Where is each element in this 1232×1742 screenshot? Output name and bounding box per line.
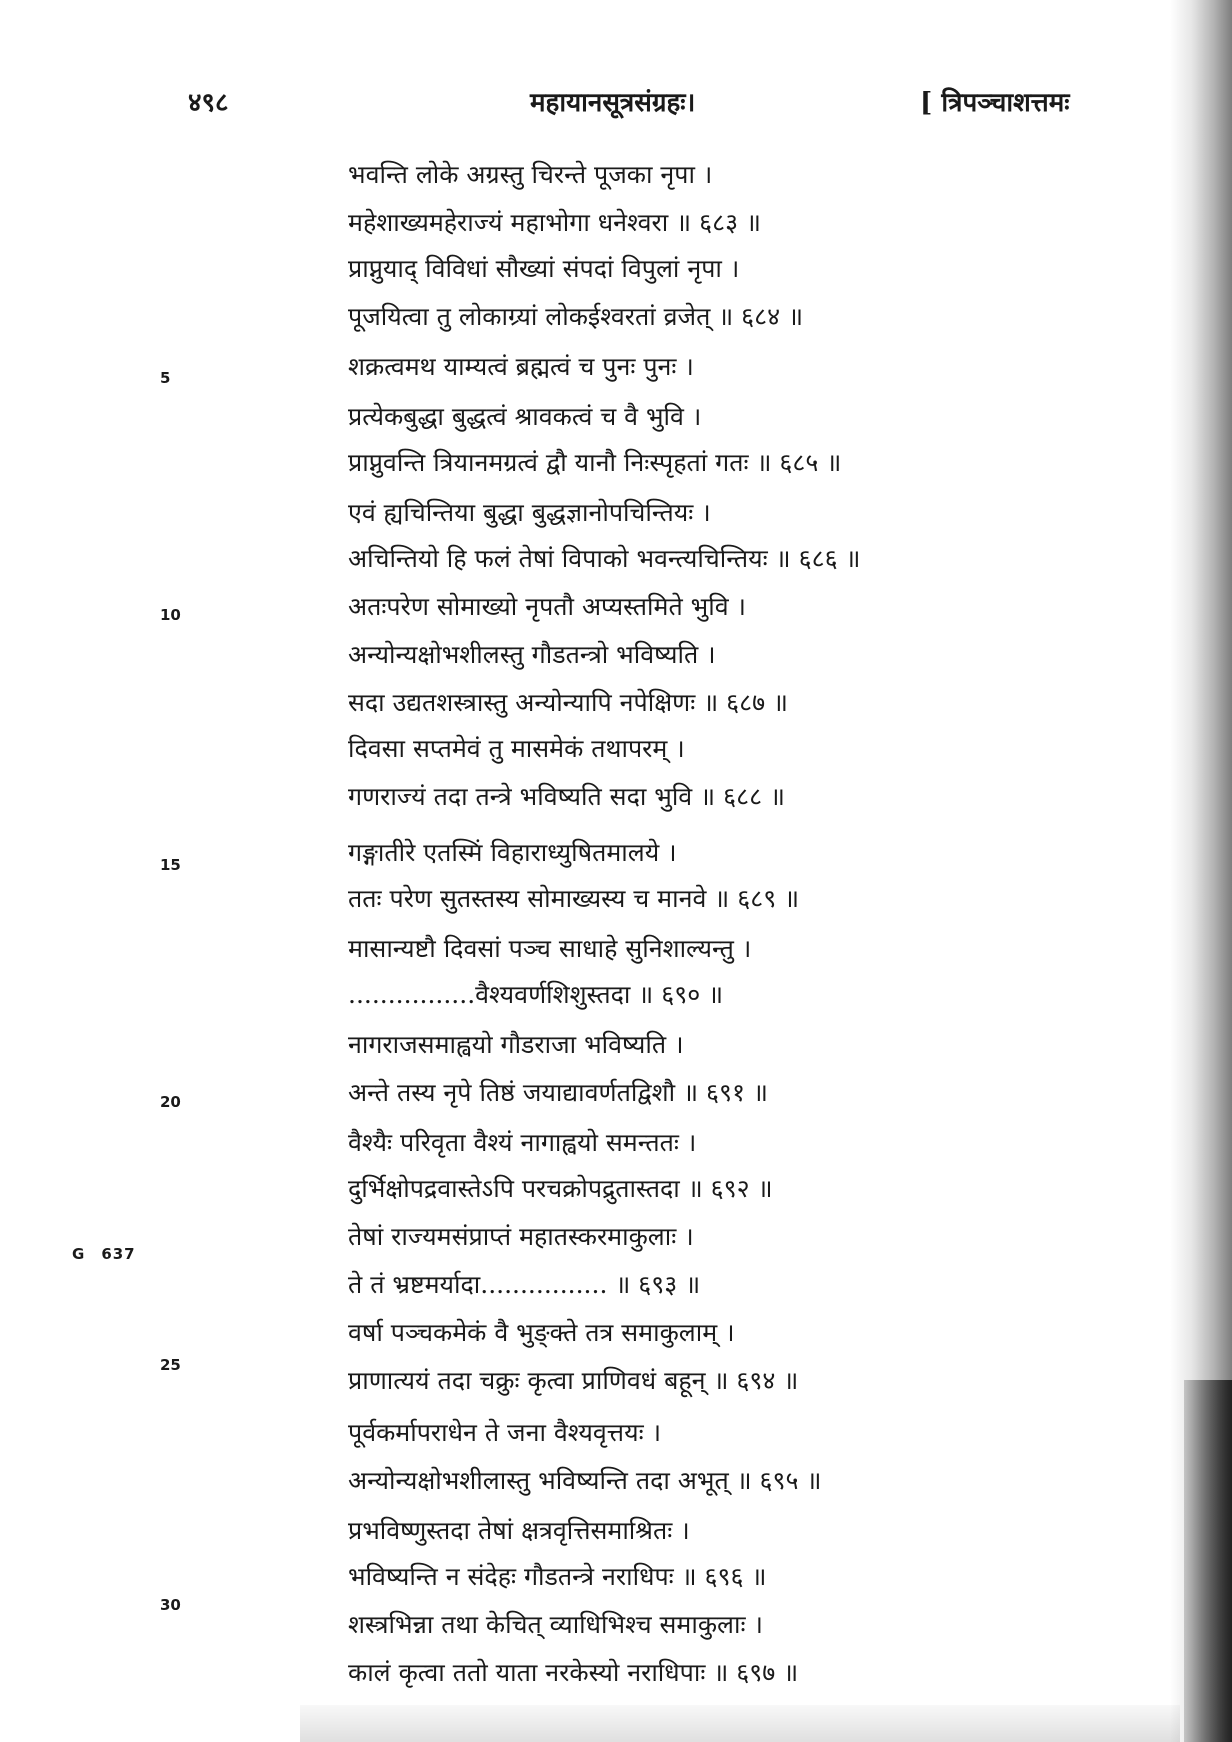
line-number-10: 10 [160,606,181,624]
verse-line: पूजयित्वा तु लोकाग्र्यां लोकईश्वरतां व्रजेत् ॥ ६८४ ॥ [348,302,804,331]
verse-line: प्रभविष्णुस्तदा तेषां क्षत्रवृत्तिसमाश्रितः । [348,1516,690,1545]
verse-line: अन्योन्यक्षोभशीलास्तु भविष्यन्ति तदा अभूत् ॥ ६९५ ॥ [348,1466,822,1495]
verse-line: कालं कृत्वा ततो याता नरकेस्यो नराधिपाः ॥ ६९७ ॥ [348,1658,799,1687]
line-number-15: 15 [160,856,181,874]
verse-line: शक्रत्वमथ याम्यत्वं ब्रह्मत्वं च पुनः पुनः । [348,352,694,381]
verse-line: पूर्वकर्मापराधेन ते जना वैश्यवृत्तयः । [348,1418,662,1447]
verse-line: महेशाख्यमहेराज्यं महाभोगा धनेश्वरा ॥ ६८३ ॥ [348,208,762,237]
verse-line: अन्ते तस्य नृपे तिष्ठं जयाद्यावर्णतद्विशौ ॥ ६९१ ॥ [348,1078,768,1107]
verse-line: वर्षा पञ्चकमेकं वै भुङ्क्ते तत्र समाकुलाम् । [348,1318,735,1347]
verse-line: प्राणात्ययं तदा चक्रुः कृत्वा प्राणिवधं बहून् ॥ ६९४ ॥ [348,1366,799,1395]
binding-shadow-dark [1184,1380,1232,1742]
verse-line: अन्योन्यक्षोभशीलस्तु गौडतन्त्रो भविष्यति । [348,640,716,669]
line-number-30: 30 [160,1596,181,1614]
page-number: ४९८ [188,88,229,118]
line-number-25: 25 [160,1356,181,1374]
verse-line: ते तं भ्रष्टमर्यादा................ ॥ ६९३ ॥ [348,1270,701,1299]
verse-line: प्राप्नुयाद् विविधां सौख्यां संपदां विपुलां नृपा । [348,254,740,283]
verse-line: प्राप्नुवन्ति त्रियानमग्रत्वं द्वौ यानौ निःस्पृहतां गतः ॥ ६८५ ॥ [348,448,842,477]
verse-line: गङ्गातीरे एतस्मिं विहाराध्युषितमालये । [348,838,677,867]
verse-line: वैश्यैः परिवृता वैश्यं नागाह्वयो समन्ततः । [348,1128,697,1157]
margin-reference-letter: G [72,1245,86,1263]
verse-line: गणराज्यं तदा तन्त्रे भविष्यति सदा भुवि ॥ ६८८ ॥ [348,782,786,811]
line-number-20: 20 [160,1093,181,1111]
verse-line: प्रत्येकबुद्धा बुद्धत्वं श्रावकत्वं च वै भुवि । [348,402,702,431]
margin-reference [72,1245,136,1263]
verse-line: ................वैश्यवर्णशिशुस्तदा ॥ ६९० ॥ [348,980,724,1009]
verse-line: दुर्भिक्षोपद्रवास्तेऽपि परचक्रोपद्रुतास्तदा ॥ ६९२ ॥ [348,1174,773,1203]
line-number-5: 5 [160,369,171,387]
verse-line: भविष्यन्ति न संदेहः गौडतन्त्रे नराधिपः ॥ ६९६ ॥ [348,1562,767,1591]
verse-line: नागराजसमाह्वयो गौडराजा भविष्यति । [348,1030,684,1059]
section-heading: [ त्रिपञ्चाशत्तमः [920,88,1070,118]
verse-line: तेषां राज्यमसंप्राप्तं महातस्करमाकुलाः । [348,1222,694,1251]
verse-line: ततः परेण सुतस्तस्य सोमाख्यस्य च मानवे ॥ ६८९ ॥ [348,884,800,913]
running-title: महायानसूत्रसंग्रहः। [530,88,696,118]
verse-line: भवन्ति लोके अग्रस्तु चिरन्ते पूजका नृपा । [348,160,713,189]
verse-line: दिवसा सप्तमेवं तु मासमेकं तथापरम् । [348,734,685,763]
verse-line: मासान्यष्टौ दिवसां पञ्च साधाहे सुनिशाल्यन्तु । [348,934,752,963]
bottom-scan-shadow [300,1705,1180,1742]
verse-line: अतःपरेण सोमाख्यो नृपतौ अप्यस्तमिते भुवि । [348,592,747,621]
verse-line: एवं ह्यचिन्तिया बुद्धा बुद्धज्ञानोपचिन्तियः । [348,498,711,527]
verse-line: सदा उद्यतशस्त्रास्तु अन्योन्यापि नपेक्षिणः ॥ ६८७ ॥ [348,688,789,717]
margin-reference-number: 637 [101,1245,136,1263]
verse-line: अचिन्तियो हि फलं तेषां विपाको भवन्त्यचिन्तियः ॥ ६८६ ॥ [348,544,861,573]
verse-line: शस्त्रभिन्ना तथा केचित् व्याधिभिश्च समाकुलाः । [348,1610,763,1639]
